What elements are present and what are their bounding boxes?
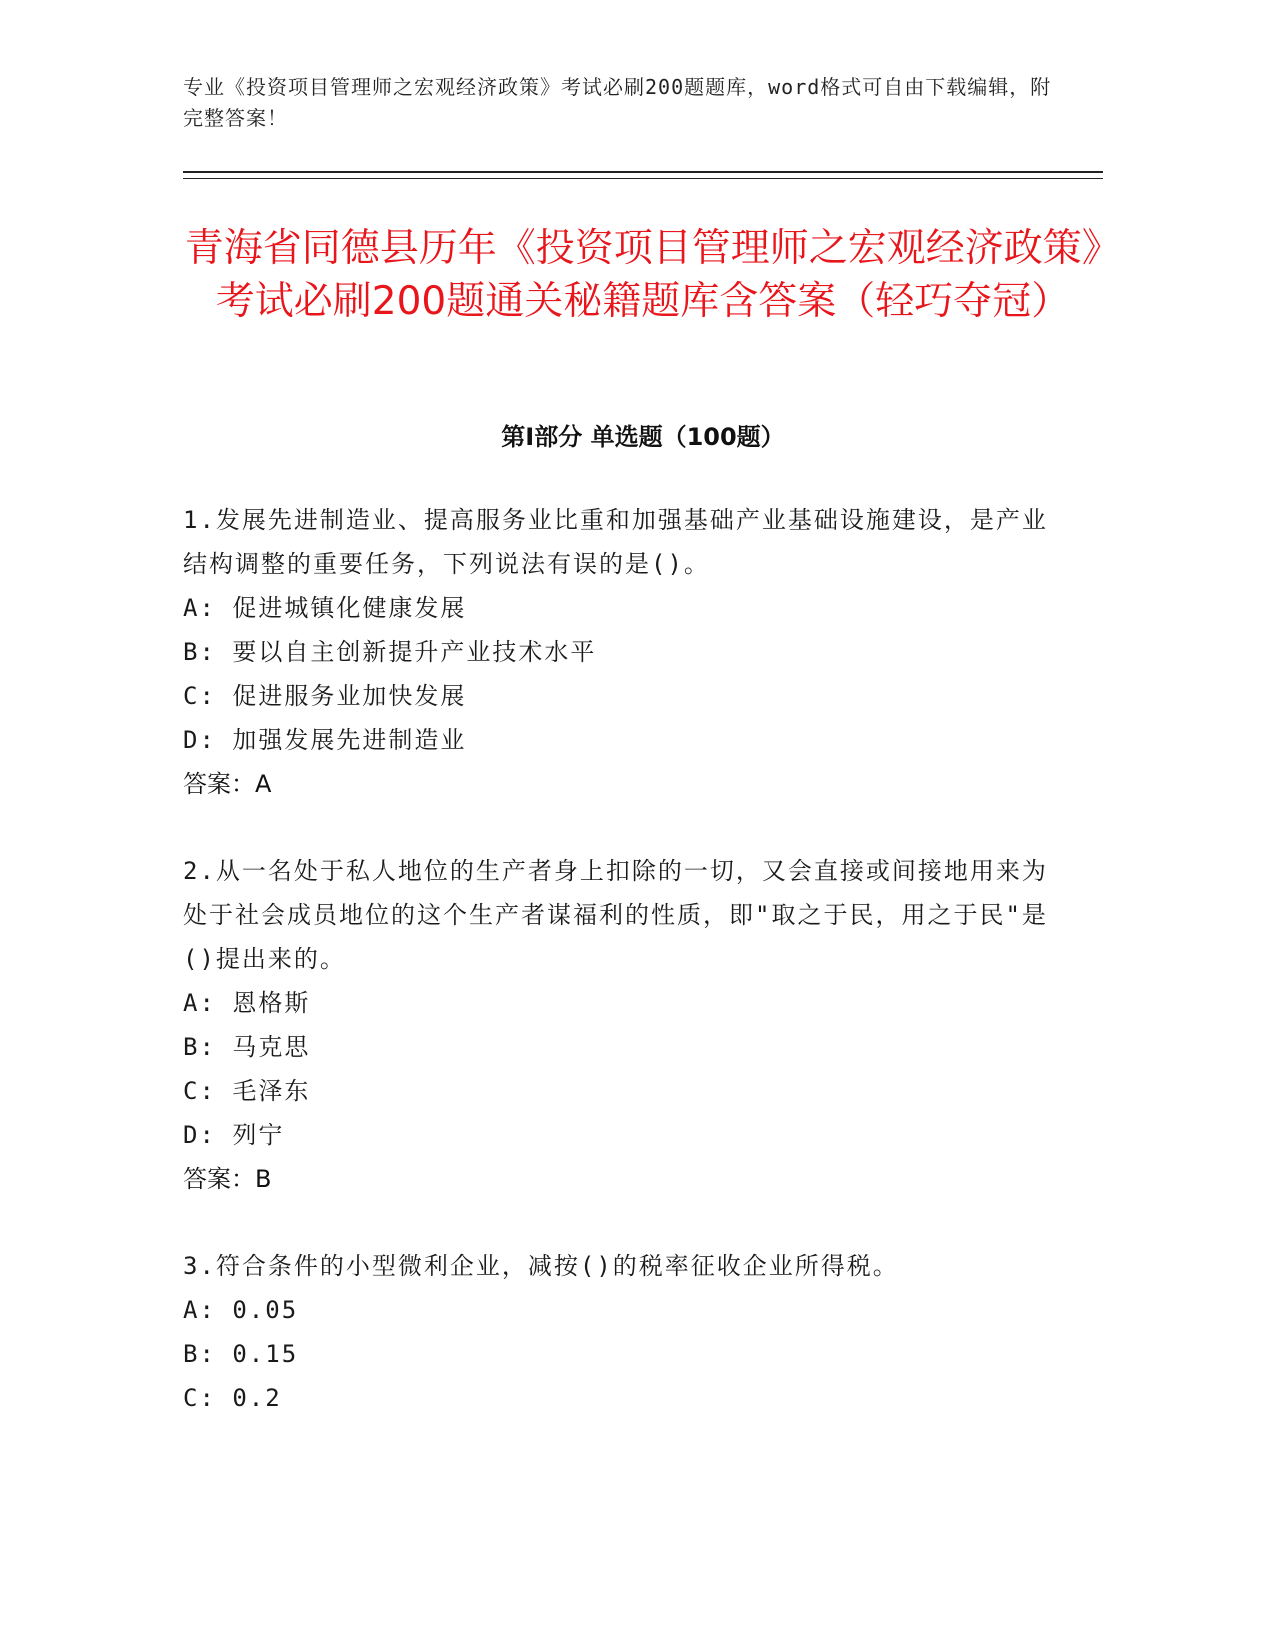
header-note: 专业《投资项目管理师之宏观经济政策》考试必刷200题题库，word格式可自由下载编辑，附完整答案！	[183, 75, 1052, 130]
option-d: D: 加强发展先进制造业	[183, 726, 467, 754]
option-c: C: 促进服务业加快发展	[183, 682, 467, 710]
question-stem: 3.符合条件的小型微利企业，减按()的税率征收企业所得税。	[183, 1252, 899, 1280]
question-2	[183, 849, 1063, 1201]
option-c: C: 0.2	[183, 1384, 282, 1412]
document-title: 青海省同德县历年《投资项目管理师之宏观经济政策》考试必刷200题通关秘籍题库含答案（轻巧夺冠）	[184, 226, 1102, 324]
option-d: D: 列宁	[183, 1121, 285, 1149]
option-a: A: 恩格斯	[183, 989, 311, 1017]
questions-list	[183, 498, 1063, 1463]
answer: 答案：A	[183, 770, 272, 798]
question-1	[183, 498, 1063, 806]
option-b: B: 马克思	[183, 1033, 311, 1061]
option-b: B: 要以自主创新提升产业技术水平	[183, 638, 597, 666]
option-b: B: 0.15	[183, 1340, 299, 1368]
header-rule-thick	[183, 171, 1103, 173]
option-a: A: 促进城镇化健康发展	[183, 594, 467, 622]
option-a: A: 0.05	[183, 1296, 299, 1324]
question-3	[183, 1244, 1063, 1420]
option-c: C: 毛泽东	[183, 1077, 311, 1105]
header-rule-thin	[183, 178, 1103, 179]
section-title: 第I部分 单选题（100题）	[501, 423, 785, 451]
answer: 答案：B	[183, 1165, 272, 1193]
question-stem: 1.发展先进制造业、提高服务业比重和加强基础产业基础设施建设，是产业结构调整的重要任务，下列说法有误的是()。	[183, 506, 1048, 578]
question-stem: 2.从一名处于私人地位的生产者身上扣除的一切，又会直接或间接地用来为处于社会成员地位的这个生产者谋福利的性质，即"取之于民，用之于民"是()提出来的。	[183, 857, 1048, 973]
